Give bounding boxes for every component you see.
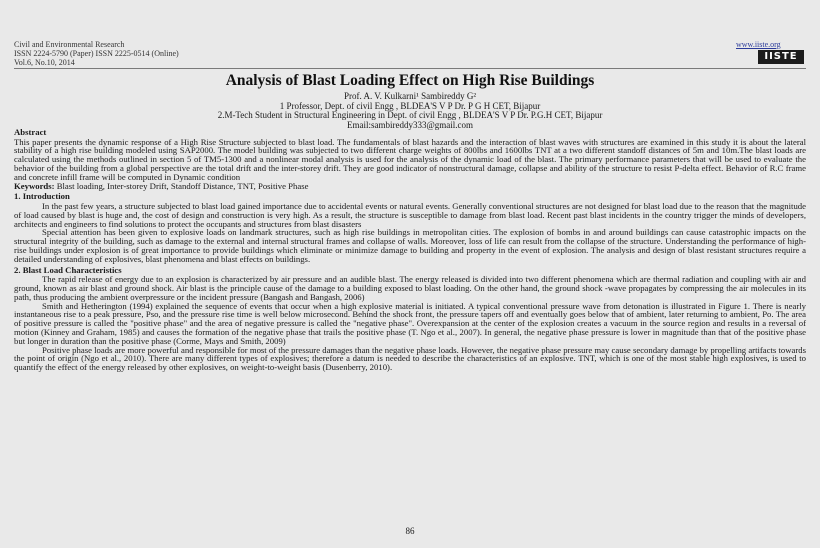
intro-paragraph-1: In the past few years, a structure subjected to blast load gained importance due to accidental events or natural events. Generally conventional structures are not designed for blast load due to the reason that the magnitude of load caused by blast is huge and, the cost of design and construction is very high. As a result, the structure is susceptible to damage from blast load. Recent past blast incidents in the country trigger the minds of developers, architects and engineers to find solutions to protect the occupants and structures from blast disasters	[14, 200, 806, 229]
author-affiliation-1: 1 Professor, Dept. of civil Engg , BLDEA'S V P Dr. P G H CET, Bijapur	[279, 100, 541, 111]
journal-volume: Vol.6, No.10, 2014	[14, 58, 75, 67]
section-heading-introduction: 1. Introduction	[14, 191, 70, 202]
author-names: Prof. A. V. Kulkarni¹ Sambireddy G²	[343, 91, 477, 101]
blast-paragraph-1: The rapid release of energy due to an explosion is characterized by air pressure and an audible blast. The energy released is divided into two different phenomena which are thermal radiation and coupling with air and ground, known as air blast and ground shock. Air blast is the principle cause of the damage to a building exposed to blast loading. On the other hand, the ground shock -wave propagates by compressing the air molecules in its path, thus producing the ambient overpressure or the incident pressure (Bangash and Bangash, 2006)	[14, 274, 806, 302]
journal-url-link[interactable]: www.iiste.org	[736, 40, 781, 49]
journal-issn: ISSN 2224-5790 (Paper) ISSN 2225-0514 (Online)	[14, 49, 179, 58]
abstract-text: This paper presents the dynamic response of a High Rise Structure subjected to blast load. The fundamentals of blast hazards and the interaction of blast waves with structures are examined in this study it is about the lateral stability of a high rise building modeled using SAP2000. The model building was subjected to two different charge weights of 800lbs and 1600lbs TNT at a two different standoff distances of 5m and 10m.The blast loads are calculated using the methods outlined in section 5 of TM5-1300 and a nonlinear modal analysis is used for the analysis of the dynamic load of the blast. The primary performance parameters that will be used to evaluate the behavior of the building from a global perspective are the total drift and the inter-storey drift. They are good indicator of nonstructural damage, collapse and ability of the structure to resist P-delta effect. Behavior of R.C frame and concrete infill frame will be computed in Dynamic condition	[14, 136, 806, 182]
author-affiliation-2: 2.M-Tech Student in Structural Engineering in Dept. of civil Engg , BLDEA'S V P Dr. P.G.H CET, Bijapur	[217, 110, 603, 120]
blast-paragraph-3: Positive phase loads are more powerful and responsible for most of the pressure damages than the negative phase loads. However, the negative phase pressure may cause secondary damage by propelling artifacts towards the point of origin (Ngo et al., 2010). There are many different types of explosives; therefore a datum is needed to describe the characteristics of an explosive. TNT, which is one of the most stable high explosives, is used to quantify the effect of the energy released by other explosives, on weight-to-weight basis (Dusenberry, 2010).	[14, 344, 806, 373]
keywords-line	[14, 182, 806, 191]
author-email: Email:sambireddy333@gmail.com	[346, 119, 473, 130]
blast-paragraph-2: Smith and Hetherington (1994) explained the sequence of events that occur when a high explosive material is initiated. A typical conventional pressure wave from detonation is illustrated in Figure 1. There is nearly instantaneous rise to a peak pressure, Pso, and the pressure rise time is well below microsecond. Behind the shock front, the pressure tapers off and eventually goes below that of ambient, later returning to ambient, Po. The area of positive pressure is called the "positive phase" and the area of negative pressure is called the "negative phase". Overexpansion at the center of the explosion creates a vacuum in the source region and results in a reversal of motion (Kinney and Graham, 1985) and causes the formation of the negative phase that trails the positive phase (T. Ngo et al., 2007). In general, the negative phase pressure is lower in magnitude than that of the positive phase but longer in duration than the positive phase (Corme, Mays and Smith, 2009)	[14, 300, 806, 346]
journal-header	[14, 40, 179, 67]
section-heading-blast-load: 2. Blast Load Characteristics	[14, 264, 122, 275]
intro-paragraph-2: Special attention has been given to explosive loads on landmark structures, such as high rise buildings in metropolitan cities. The explosion of bombs in and around buildings can cause catastrophic impacts on the structural integrity of the building, such as damage to the external and internal structural frames and collapse of walls. Moreover, loss of life can result from the collapse of the structure. Understanding the performance of high-rise buildings under explosion is of great importance to provide buildings which eliminate or minimize damage to building and property in the event of explosion. The analysis and design of blast resistant structures require a detailed understanding of explosives, blast phenomena and blast effects on buildings.	[14, 227, 806, 264]
keywords-text: Blast loading, Inter-storey Drift, Standoff Distance, TNT, Positive Phase	[56, 180, 309, 191]
iiste-logo: IISTE	[758, 50, 804, 64]
page-number: 86	[405, 526, 415, 536]
journal-name: Civil and Environmental Research	[14, 40, 125, 49]
header-divider	[14, 68, 806, 69]
paper-title: Analysis of Blast Loading Effect on High Rise Buildings	[225, 72, 595, 89]
keywords-label: Keywords:	[14, 180, 55, 191]
abstract-heading: Abstract	[14, 127, 47, 137]
paper-body	[14, 128, 806, 372]
author-block	[0, 92, 820, 130]
